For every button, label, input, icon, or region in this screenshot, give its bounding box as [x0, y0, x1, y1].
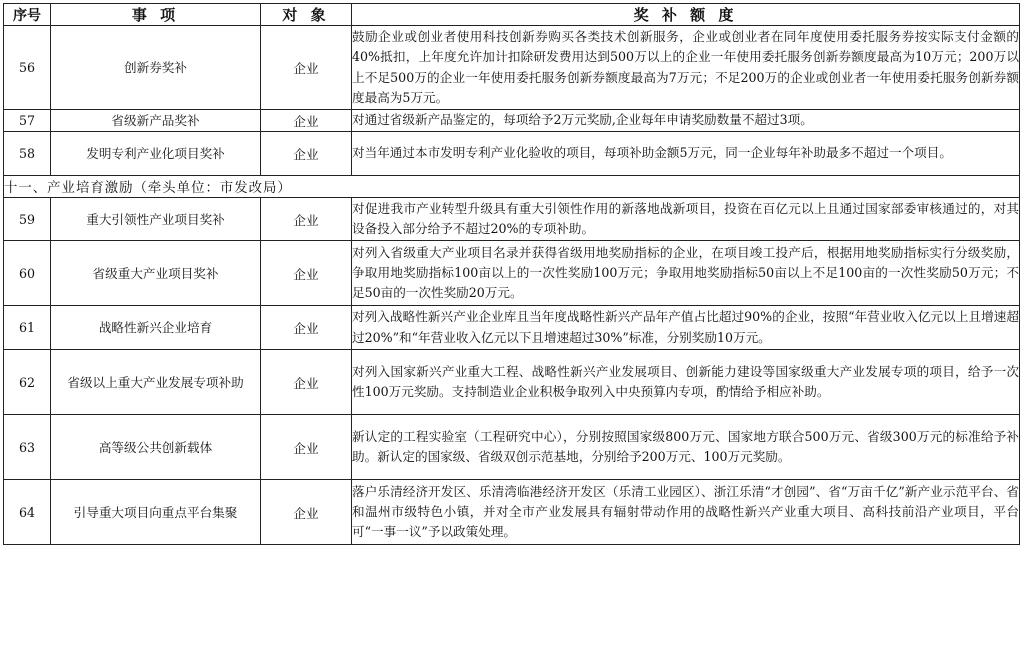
table-row — [4, 415, 1020, 480]
row-no: 58 — [4, 132, 51, 176]
subsidy-table — [3, 3, 1020, 545]
row-amount: 对通过省级新产品鉴定的，每项给予2万元奖励,企业每年申请奖励数量不超过3项。 — [352, 110, 1020, 132]
section-title: 十一、产业培育激励（牵头单位：市发改局） — [4, 176, 1020, 198]
header-target: 对 象 — [261, 4, 352, 26]
row-target: 企业 — [261, 110, 352, 132]
row-no: 56 — [4, 26, 51, 110]
row-amount: 落户乐清经济开发区、乐清湾临港经济开发区（乐清工业园区）、浙江乐清“才创园”、省“万亩千亿”新产业示范平台、省和温州市级特色小镇，并对全市产业发展具有辐射带动作用的战略性新兴产业重大项目、高科技前沿产业项目，平台可“一事一议”予以政策处理。 — [352, 480, 1020, 545]
row-target: 企业 — [261, 241, 352, 306]
row-no: 59 — [4, 198, 51, 241]
row-amount: 新认定的工程实验室（工程研究中心），分别按照国家级800万元、国家地方联合500万元、省级300万元的标准给予补助。新认定的国家级、省级双创示范基地，分别给予200万元、100万元奖励。 — [352, 415, 1020, 480]
table-row — [4, 241, 1020, 306]
row-target: 企业 — [261, 306, 352, 350]
table-row — [4, 132, 1020, 176]
row-target: 企业 — [261, 198, 352, 241]
row-target: 企业 — [261, 480, 352, 545]
row-target: 企业 — [261, 350, 352, 415]
row-item: 战略性新兴企业培育 — [51, 306, 261, 350]
section-row — [4, 176, 1020, 198]
row-no: 61 — [4, 306, 51, 350]
row-amount: 对当年通过本市发明专利产业化验收的项目，每项补助金额5万元，同一企业每年补助最多不超过一个项目。 — [352, 132, 1020, 176]
row-item: 高等级公共创新载体 — [51, 415, 261, 480]
row-amount: 鼓励企业或创业者使用科技创新券购买各类技术创新服务，企业或创业者在同年度使用委托服务券按实际支付金额的40%抵扣，上年度允许加计扣除研发费用达到500万以上的企业一年使用委托服务创新券额度最高为10万元；200万以上不足500万的企业一年使用委托服务创新券额度最高为7万元；不足200万的企业或创业者一年使用委托服务创新券额度最高为5万元。 — [352, 26, 1020, 110]
row-no: 62 — [4, 350, 51, 415]
table-row — [4, 306, 1020, 350]
table-row — [4, 26, 1020, 110]
row-item: 引导重大项目向重点平台集聚 — [51, 480, 261, 545]
row-item: 创新券奖补 — [51, 26, 261, 110]
row-item: 重大引领性产业项目奖补 — [51, 198, 261, 241]
row-amount: 对列入战略性新兴产业企业库且当年度战略性新兴产品年产值占比超过90%的企业，按照“年营业收入亿元以上且增速超过20%”和“年营业收入亿元以下且增速超过30%”标准，分别奖励10万元。 — [352, 306, 1020, 350]
row-item: 省级重大产业项目奖补 — [51, 241, 261, 306]
row-target: 企业 — [261, 132, 352, 176]
row-item: 省级新产品奖补 — [51, 110, 261, 132]
table-row — [4, 110, 1020, 132]
row-amount: 对列入省级重大产业项目名录并获得省级用地奖励指标的企业，在项目竣工投产后，根据用地奖励指标实行分级奖励，争取用地奖励指标100亩以上的一次性奖励100万元；争取用地奖励指标50亩以上不足100亩的一次性奖励50万元；不足50亩的一次性奖励20万元。 — [352, 241, 1020, 306]
row-no: 57 — [4, 110, 51, 132]
header-amount: 奖 补 额 度 — [352, 4, 1020, 26]
row-target: 企业 — [261, 415, 352, 480]
table-row — [4, 350, 1020, 415]
row-item: 发明专利产业化项目奖补 — [51, 132, 261, 176]
row-no: 64 — [4, 480, 51, 545]
row-no: 60 — [4, 241, 51, 306]
row-target: 企业 — [261, 26, 352, 110]
header-item: 事 项 — [51, 4, 261, 26]
table-row — [4, 480, 1020, 545]
table-row — [4, 198, 1020, 241]
row-amount: 对促进我市产业转型升级具有重大引领性作用的新落地战新项目，投资在百亿元以上且通过国家部委审核通过的，对其设备投入部分给予不超过20%的专项补助。 — [352, 198, 1020, 241]
header-no: 序号 — [4, 4, 51, 26]
header-row — [4, 4, 1020, 26]
row-no: 63 — [4, 415, 51, 480]
row-amount: 对列入国家新兴产业重大工程、战略性新兴产业发展项目、创新能力建设等国家级重大产业发展专项的项目，给予一次性100万元奖励。支持制造业企业积极争取列入中央预算内专项，酌情给予相应补助。 — [352, 350, 1020, 415]
row-item: 省级以上重大产业发展专项补助 — [51, 350, 261, 415]
